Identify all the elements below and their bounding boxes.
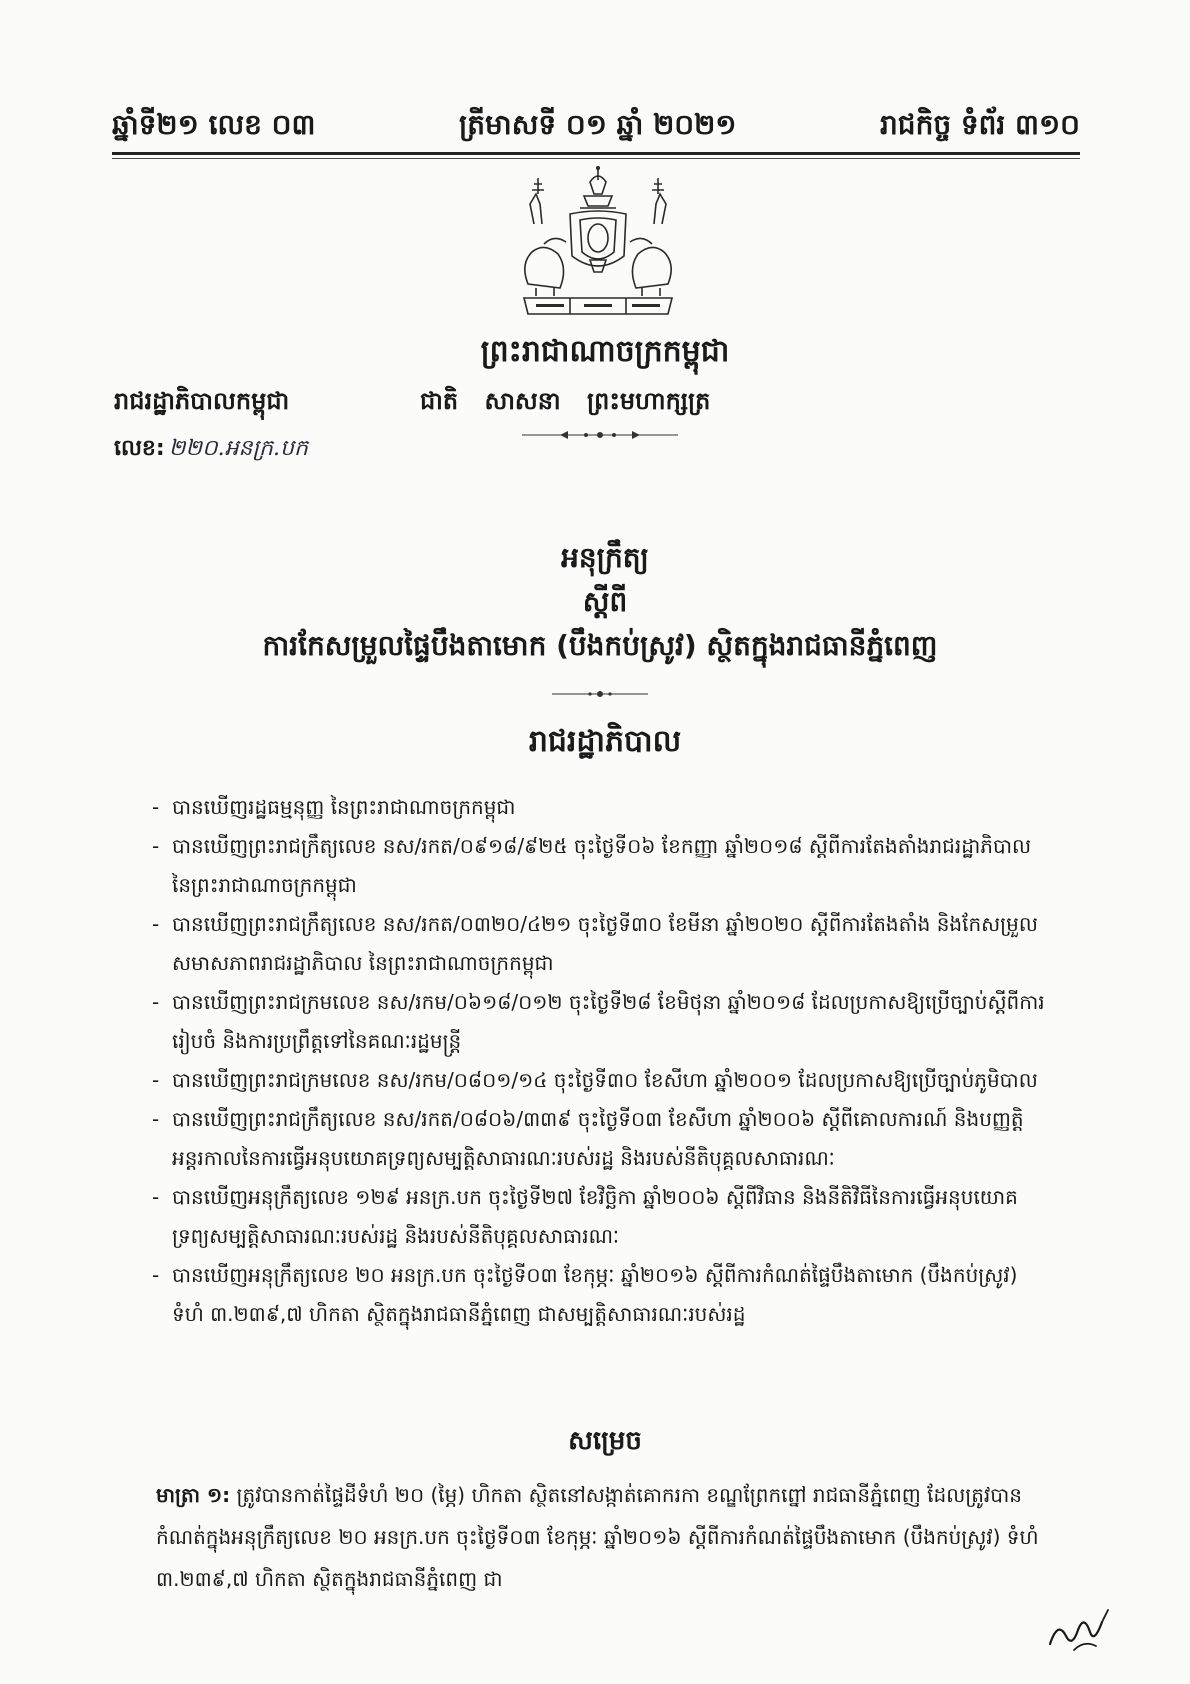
header-date: ត្រីមាសទី ០១ ឆ្នាំ ២០២១ (458, 108, 737, 141)
reference-label: លេខ: (114, 436, 165, 461)
recital-item: - បានឃើញព្រះរាជក្រឹត្យលេខ នស/រកត/០៨០៦/៣៣៩ ចុះថ្ងៃទី០៣ ខែសីហា ឆ្នាំ២០០៦ ស្តីពីគោលការណ៍ និងបញ្ញត្តិអន្តរកាលនៃការធ្វើអនុបយោគទ្រព្យសម្បត្តិសាធារណៈរបស់រដ្ឋ និងរបស់នីតិបុគ្គលសាធារណៈ (152, 1100, 1052, 1178)
government-label: រាជរដ្ឋាភិបាលកម្ពុជា (114, 387, 290, 415)
recital-item: - បានឃើញអនុក្រឹត្យលេខ ២០ អនក្រ.បក ចុះថ្ងៃទី០៣ ខែកុម្ភៈ ឆ្នាំ២០១៦ ស្តីពីការកំណត់ផ្ទៃបឹងតាមោក (បឹងកប់ស្រូវ) ទំហំ ៣.២៣៩,៧ ហិកតា ស្ថិតក្នុងរាជធានីភ្នំពេញ ជាសម្បត្តិសាធារណៈរបស់រដ្ឋ (152, 1256, 1052, 1334)
gazette-header (112, 96, 1080, 148)
recital-item: - បានឃើញព្រះរាជក្រឹត្យលេខ នស/រកត/០៣២០/៤២១ ចុះថ្ងៃទី៣០ ខែមីនា ឆ្នាំ២០២០ ស្តីពីការតែងតាំង និងកែសម្រួលសមាសភាពរាជរដ្ឋាភិបាល នៃព្រះរាជាណាចក្រកម្ពុជា (152, 905, 1052, 983)
recital-item: - បានឃើញអនុក្រឹត្យលេខ ១២៩ អនក្រ.បក ចុះថ្ងៃទី២៧ ខែវិច្ឆិកា ឆ្នាំ២០០៦ ស្តីពីវិធាន និងនីតិវិធីនៃការធ្វើអនុបយោគទ្រព្យសម្បត្តិសាធារណៈរបស់រដ្ឋ និងរបស់នីតិបុគ្គលសាធារណៈ (152, 1178, 1052, 1256)
handwritten-initials-icon (1044, 1600, 1114, 1656)
issuing-authority: រាជរដ្ឋាភិបាល (528, 724, 682, 759)
article-1-text: ត្រូវបានកាត់ផ្ទៃដីទំហំ ២០ (ម្ភៃ) ហិកតា ស្ថិតនៅសង្កាត់គោករកា ខណ្ឌព្រែកព្នៅ រាជធានីភ្នំពេញ ដែលត្រូវបានកំណត់ក្នុងអនុក្រឹត្យលេខ ២០ អនក្រ.បក ចុះថ្ងៃទី០៣ ខែកុម្ភៈ ឆ្នាំ២០១៦ ស្តីពីការកំណត់ផ្ទៃបឹងតាមោក (បឹងកប់ស្រូវ) ទំហំ ៣.២៣៩,៧ ហិកតា ស្ថិតក្នុងរាជធានីភ្នំពេញ ជា (156, 1483, 1039, 1591)
document-type: អនុក្រឹត្យ (561, 541, 649, 574)
article-1 (156, 1474, 1056, 1600)
header-rule (112, 152, 1080, 155)
header-rule-thin (112, 158, 1080, 159)
kingdom-title: ព្រះរាជាណាចក្រកម្ពុជា (480, 334, 730, 369)
reference-value: ២២០.អនក្រ.បក (168, 436, 308, 461)
ornament-divider-icon (550, 688, 650, 700)
ornament-divider-icon (520, 428, 680, 442)
article-1-label: មាត្រា ១: (156, 1483, 231, 1507)
header-year-issue: ឆ្នាំទី២១ លេខ ០៣ (112, 108, 316, 141)
recitals-list (152, 788, 1052, 1334)
recital-item: - បានឃើញព្រះរាជក្រមលេខ នស/រកម/០៨០១/១៤ ចុះថ្ងៃទី៣០ ខែសីហា ឆ្នាំ២០០១ ដែលប្រកាសឱ្យប្រើច្បាប់ភូមិបាល (152, 1061, 1052, 1100)
reference-number (114, 434, 308, 466)
decision-heading: សម្រេច (568, 1426, 642, 1456)
document-subject: ការកែសម្រួលផ្ទៃបឹងតាមោក (បឹងកប់ស្រូវ) ស្ថិតក្នុងរាជធានីភ្នំពេញ (262, 629, 938, 662)
national-motto: ជាតិ សាសនា ព្រះមហាក្សត្រ (420, 387, 711, 415)
recital-item: - បានឃើញព្រះរាជក្រឹត្យលេខ នស/រកត/០៩១៨/៩២៥ ចុះថ្ងៃទី០៦ ខែកញ្ញា ឆ្នាំ២០១៨ ស្តីពីការតែងតាំងរាជរដ្ឋាភិបាល នៃព្រះរាជាណាចក្រកម្ពុជា (152, 827, 1052, 905)
royal-coat-of-arms-icon (510, 164, 686, 324)
document-about: ស្តីពី (582, 585, 628, 618)
recital-item: - បានឃើញព្រះរាជក្រមលេខ នស/រកម/០៦១៨/០១២ ចុះថ្ងៃទី២៨ ខែមិថុនា ឆ្នាំ២០១៨ ដែលប្រកាសឱ្យប្រើច្បាប់ស្តីពីការរៀបចំ និងការប្រព្រឹត្តទៅនៃគណៈរដ្ឋមន្ត្រី (152, 983, 1052, 1061)
recital-item: - បានឃើញរដ្ឋធម្មនុញ្ញ នៃព្រះរាជាណាចក្រកម្ពុជា (152, 788, 1052, 827)
header-gazette-page: រាជកិច្ច ទំព័រ ៣១០ (880, 108, 1080, 141)
